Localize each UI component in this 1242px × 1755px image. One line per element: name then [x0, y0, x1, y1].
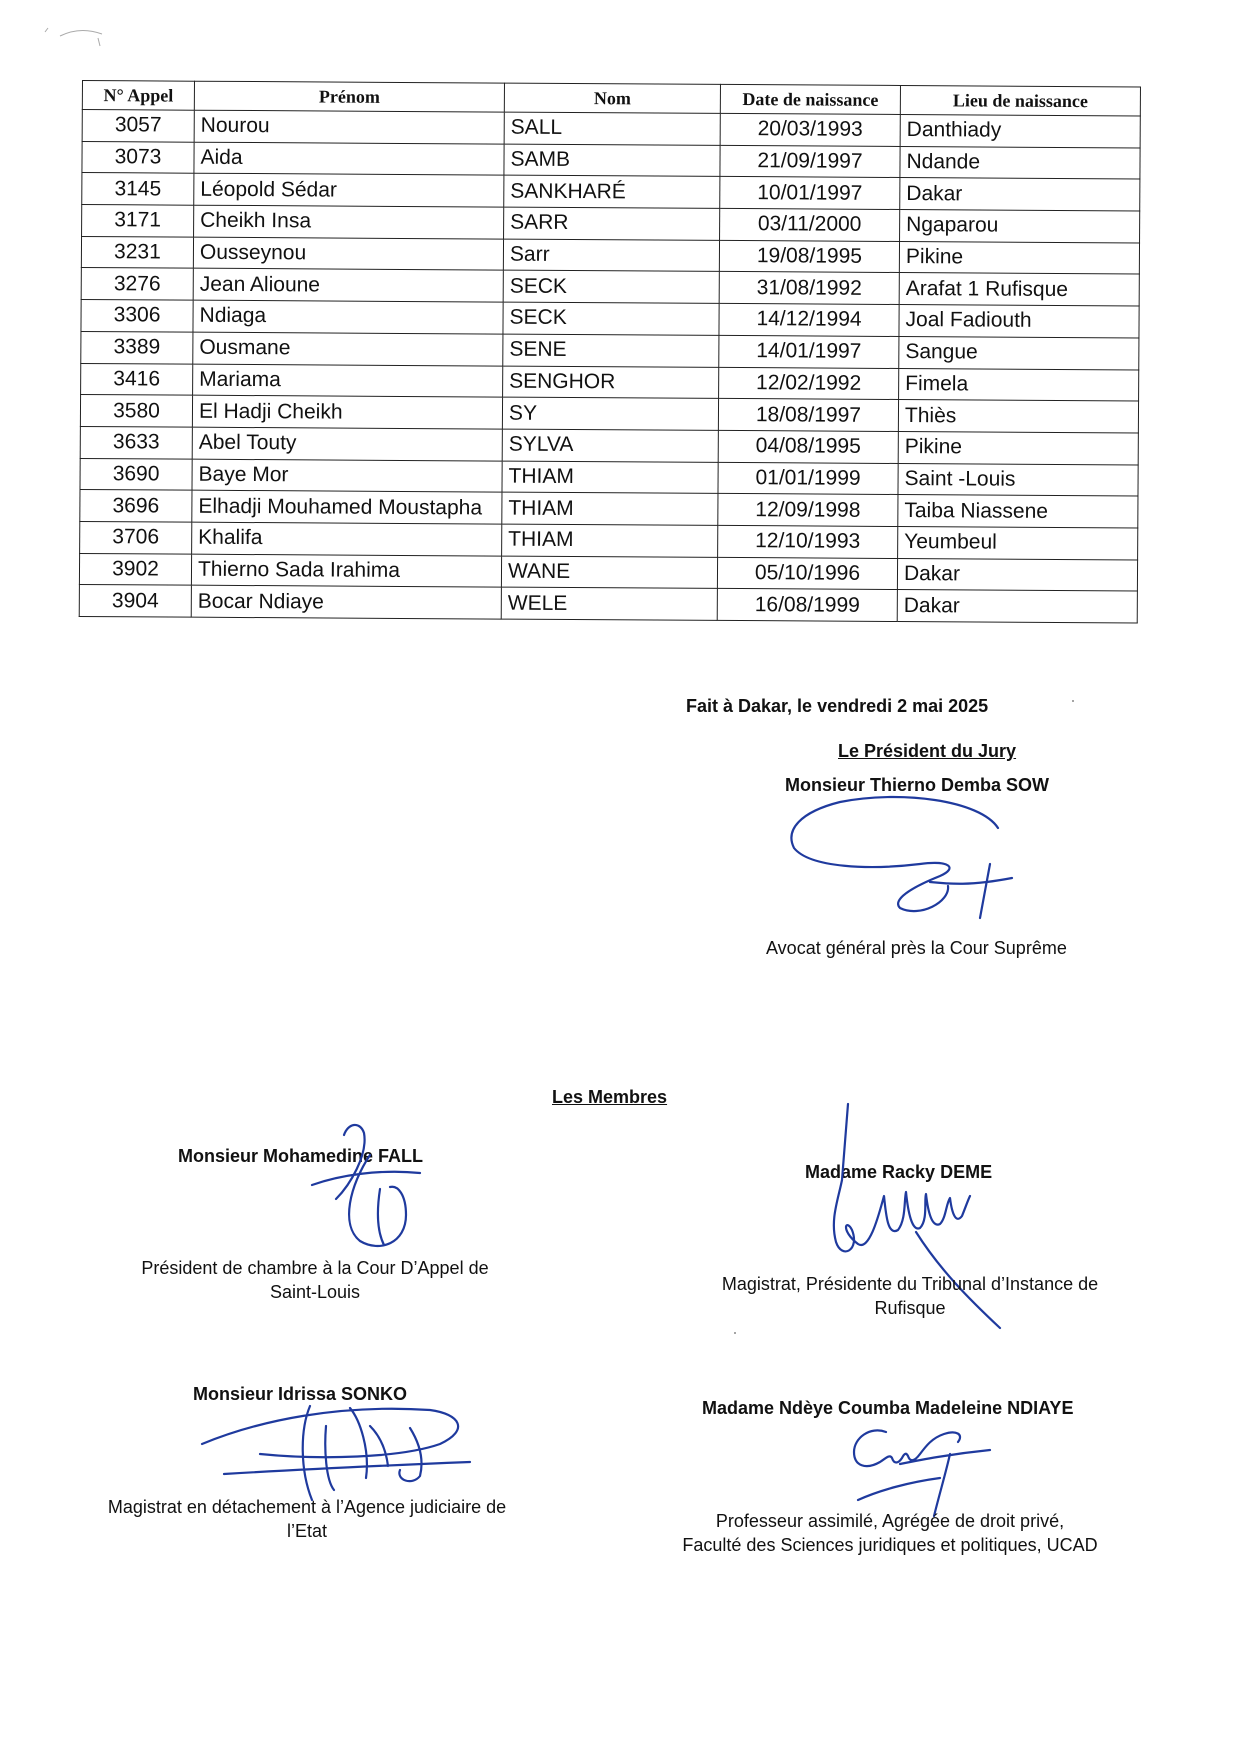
cell-prenom: Jean Alioune [193, 269, 503, 303]
cell-numero-appel: 3231 [81, 236, 193, 268]
cell-prenom: Bocar Ndiaye [191, 585, 501, 619]
cell-numero-appel: 3633 [80, 426, 192, 458]
cell-prenom: Nourou [194, 110, 504, 144]
scan-speck [734, 1332, 736, 1334]
cell-numero-appel: 3706 [80, 521, 192, 553]
scan-artifact-mark [40, 18, 120, 48]
cell-nom: SANKHARÉ [504, 175, 720, 208]
cell-prenom: Ousseynou [193, 237, 503, 271]
cell-date-naissance: 03/11/2000 [720, 208, 900, 241]
cell-date-naissance: 05/10/1996 [717, 557, 897, 590]
cell-date-naissance: 04/08/1995 [718, 430, 898, 463]
president-signature [780, 790, 1020, 930]
cell-numero-appel: 3416 [81, 363, 193, 395]
president-role: Avocat général près la Cour Suprême [766, 938, 1067, 958]
cell-prenom: Aida [194, 142, 504, 176]
member-3-signature [200, 1390, 510, 1510]
members-heading: Les Membres [552, 1087, 668, 1107]
cell-lieu-naissance: Joal Fadiouth [899, 305, 1139, 338]
header-numero-appel: N° Appel [82, 81, 194, 111]
member-4-role-line2: Faculté des Sciences juridiques et politiques, UCAD [682, 1535, 1098, 1555]
cell-prenom: Ousmane [193, 332, 503, 366]
cell-nom: SECK [503, 302, 719, 335]
cell-nom: THIAM [502, 492, 718, 525]
member-1-role-line1: Président de chambre à la Cour D’Appel de [141, 1258, 489, 1278]
cell-lieu-naissance: Sangue [899, 336, 1139, 369]
header-lieu-naissance: Lieu de naissance [900, 85, 1140, 115]
member-1-signature [310, 1115, 470, 1265]
member-2-role-line1: Magistrat, Présidente du Tribunal d’Instance de [721, 1274, 1099, 1294]
scan-speck [1072, 700, 1074, 702]
cell-nom: SARR [504, 207, 720, 240]
cell-prenom: Thierno Sada Irahima [191, 554, 501, 588]
cell-lieu-naissance: Ngaparou [900, 210, 1140, 243]
cell-numero-appel: 3276 [81, 268, 193, 300]
cell-nom: THIAM [502, 524, 718, 557]
header-prenom: Prénom [194, 81, 504, 112]
table-body [79, 110, 1140, 623]
cell-lieu-naissance: Fimela [899, 368, 1139, 401]
cell-numero-appel: 3690 [80, 458, 192, 490]
cell-numero-appel: 3057 [82, 110, 194, 142]
cell-lieu-naissance: Pikine [898, 431, 1138, 464]
cell-date-naissance: 12/02/1992 [719, 367, 899, 400]
member-4-role-line1: Professeur assimilé, Agrégée de droit privé, [715, 1511, 1065, 1531]
member-2-name: Madame Racky DEME [805, 1162, 993, 1182]
cell-date-naissance: 10/01/1997 [720, 177, 900, 210]
cell-numero-appel: 3389 [81, 331, 193, 363]
cell-lieu-naissance: Pikine [899, 241, 1139, 274]
cell-numero-appel: 3904 [79, 585, 191, 617]
cell-prenom: Léopold Sédar [194, 174, 504, 208]
cell-date-naissance: 12/10/1993 [718, 525, 898, 558]
member-3-name: Monsieur Idrissa SONKO [193, 1384, 408, 1404]
cell-lieu-naissance: Dakar [897, 558, 1137, 591]
cell-lieu-naissance: Saint -Louis [898, 463, 1138, 496]
cell-date-naissance: 14/01/1997 [719, 335, 899, 368]
member-1-name: Monsieur Mohamedine FALL [178, 1146, 424, 1166]
member-4-signature [840, 1420, 1020, 1520]
president-title: Le Président du Jury [838, 741, 1017, 761]
cell-numero-appel: 3580 [80, 395, 192, 427]
member-3-role-line1: Magistrat en détachement à l’Agence judiciaire de [107, 1497, 507, 1517]
cell-date-naissance: 14/12/1994 [719, 304, 899, 337]
cell-date-naissance: 01/01/1999 [718, 462, 898, 495]
cell-nom: SY [502, 397, 718, 430]
president-name: Monsieur Thierno Demba SOW [785, 775, 1050, 795]
cell-prenom: Elhadji Mouhamed Moustapha [192, 490, 502, 524]
cell-date-naissance: 21/09/1997 [720, 145, 900, 178]
cell-prenom: Khalifa [192, 522, 502, 556]
place-date: Fait à Dakar, le vendredi 2 mai 2025 [686, 696, 989, 716]
cell-nom: SALL [504, 112, 720, 145]
cell-numero-appel: 3696 [80, 490, 192, 522]
cell-date-naissance: 31/08/1992 [719, 272, 899, 305]
cell-lieu-naissance: Taiba Niassene [898, 495, 1138, 528]
cell-prenom: Cheikh Insa [194, 205, 504, 239]
cell-nom: WELE [501, 587, 717, 620]
cell-prenom: Mariama [193, 364, 503, 398]
cell-nom: SAMB [504, 144, 720, 177]
cell-nom: SENE [503, 334, 719, 367]
cell-date-naissance: 12/09/1998 [718, 494, 898, 527]
header-nom: Nom [504, 83, 720, 113]
cell-lieu-naissance: Dakar [900, 178, 1140, 211]
member-2-role-line2: Rufisque [874, 1298, 946, 1318]
cell-date-naissance: 20/03/1993 [720, 113, 900, 146]
cell-numero-appel: 3073 [82, 141, 194, 173]
cell-nom: WANE [501, 556, 717, 589]
member-3-role-line2: l’Etat [286, 1521, 328, 1541]
cell-lieu-naissance: Arafat 1 Rufisque [899, 273, 1139, 306]
cell-prenom: Abel Touty [192, 427, 502, 461]
cell-lieu-naissance: Ndande [900, 146, 1140, 179]
cell-nom: SENGHOR [503, 366, 719, 399]
cell-prenom: Baye Mor [192, 459, 502, 493]
cell-nom: THIAM [502, 461, 718, 494]
cell-lieu-naissance: Danthiady [900, 114, 1140, 147]
cell-nom: SYLVA [502, 429, 718, 462]
cell-numero-appel: 3145 [82, 173, 194, 205]
cell-nom: SECK [503, 271, 719, 304]
member-4-name: Madame Ndèye Coumba Madeleine NDIAYE [702, 1398, 1074, 1418]
cell-prenom: Ndiaga [193, 300, 503, 334]
cell-date-naissance: 19/08/1995 [719, 240, 899, 273]
cell-numero-appel: 3171 [82, 205, 194, 237]
cell-lieu-naissance: Dakar [897, 590, 1137, 623]
cell-nom: Sarr [503, 239, 719, 272]
member-1-role-line2: Saint-Louis [269, 1282, 361, 1302]
cell-lieu-naissance: Yeumbeul [898, 526, 1138, 559]
cell-date-naissance: 18/08/1997 [718, 399, 898, 432]
cell-numero-appel: 3306 [81, 300, 193, 332]
cell-prenom: El Hadji Cheikh [192, 395, 502, 429]
cell-date-naissance: 16/08/1999 [717, 589, 897, 622]
candidates-table [79, 80, 1141, 623]
table-row [79, 585, 1137, 623]
cell-numero-appel: 3902 [79, 553, 191, 585]
cell-lieu-naissance: Thiès [898, 400, 1138, 433]
member-2-signature [800, 1100, 1060, 1330]
header-date-naissance: Date de naissance [720, 84, 900, 114]
